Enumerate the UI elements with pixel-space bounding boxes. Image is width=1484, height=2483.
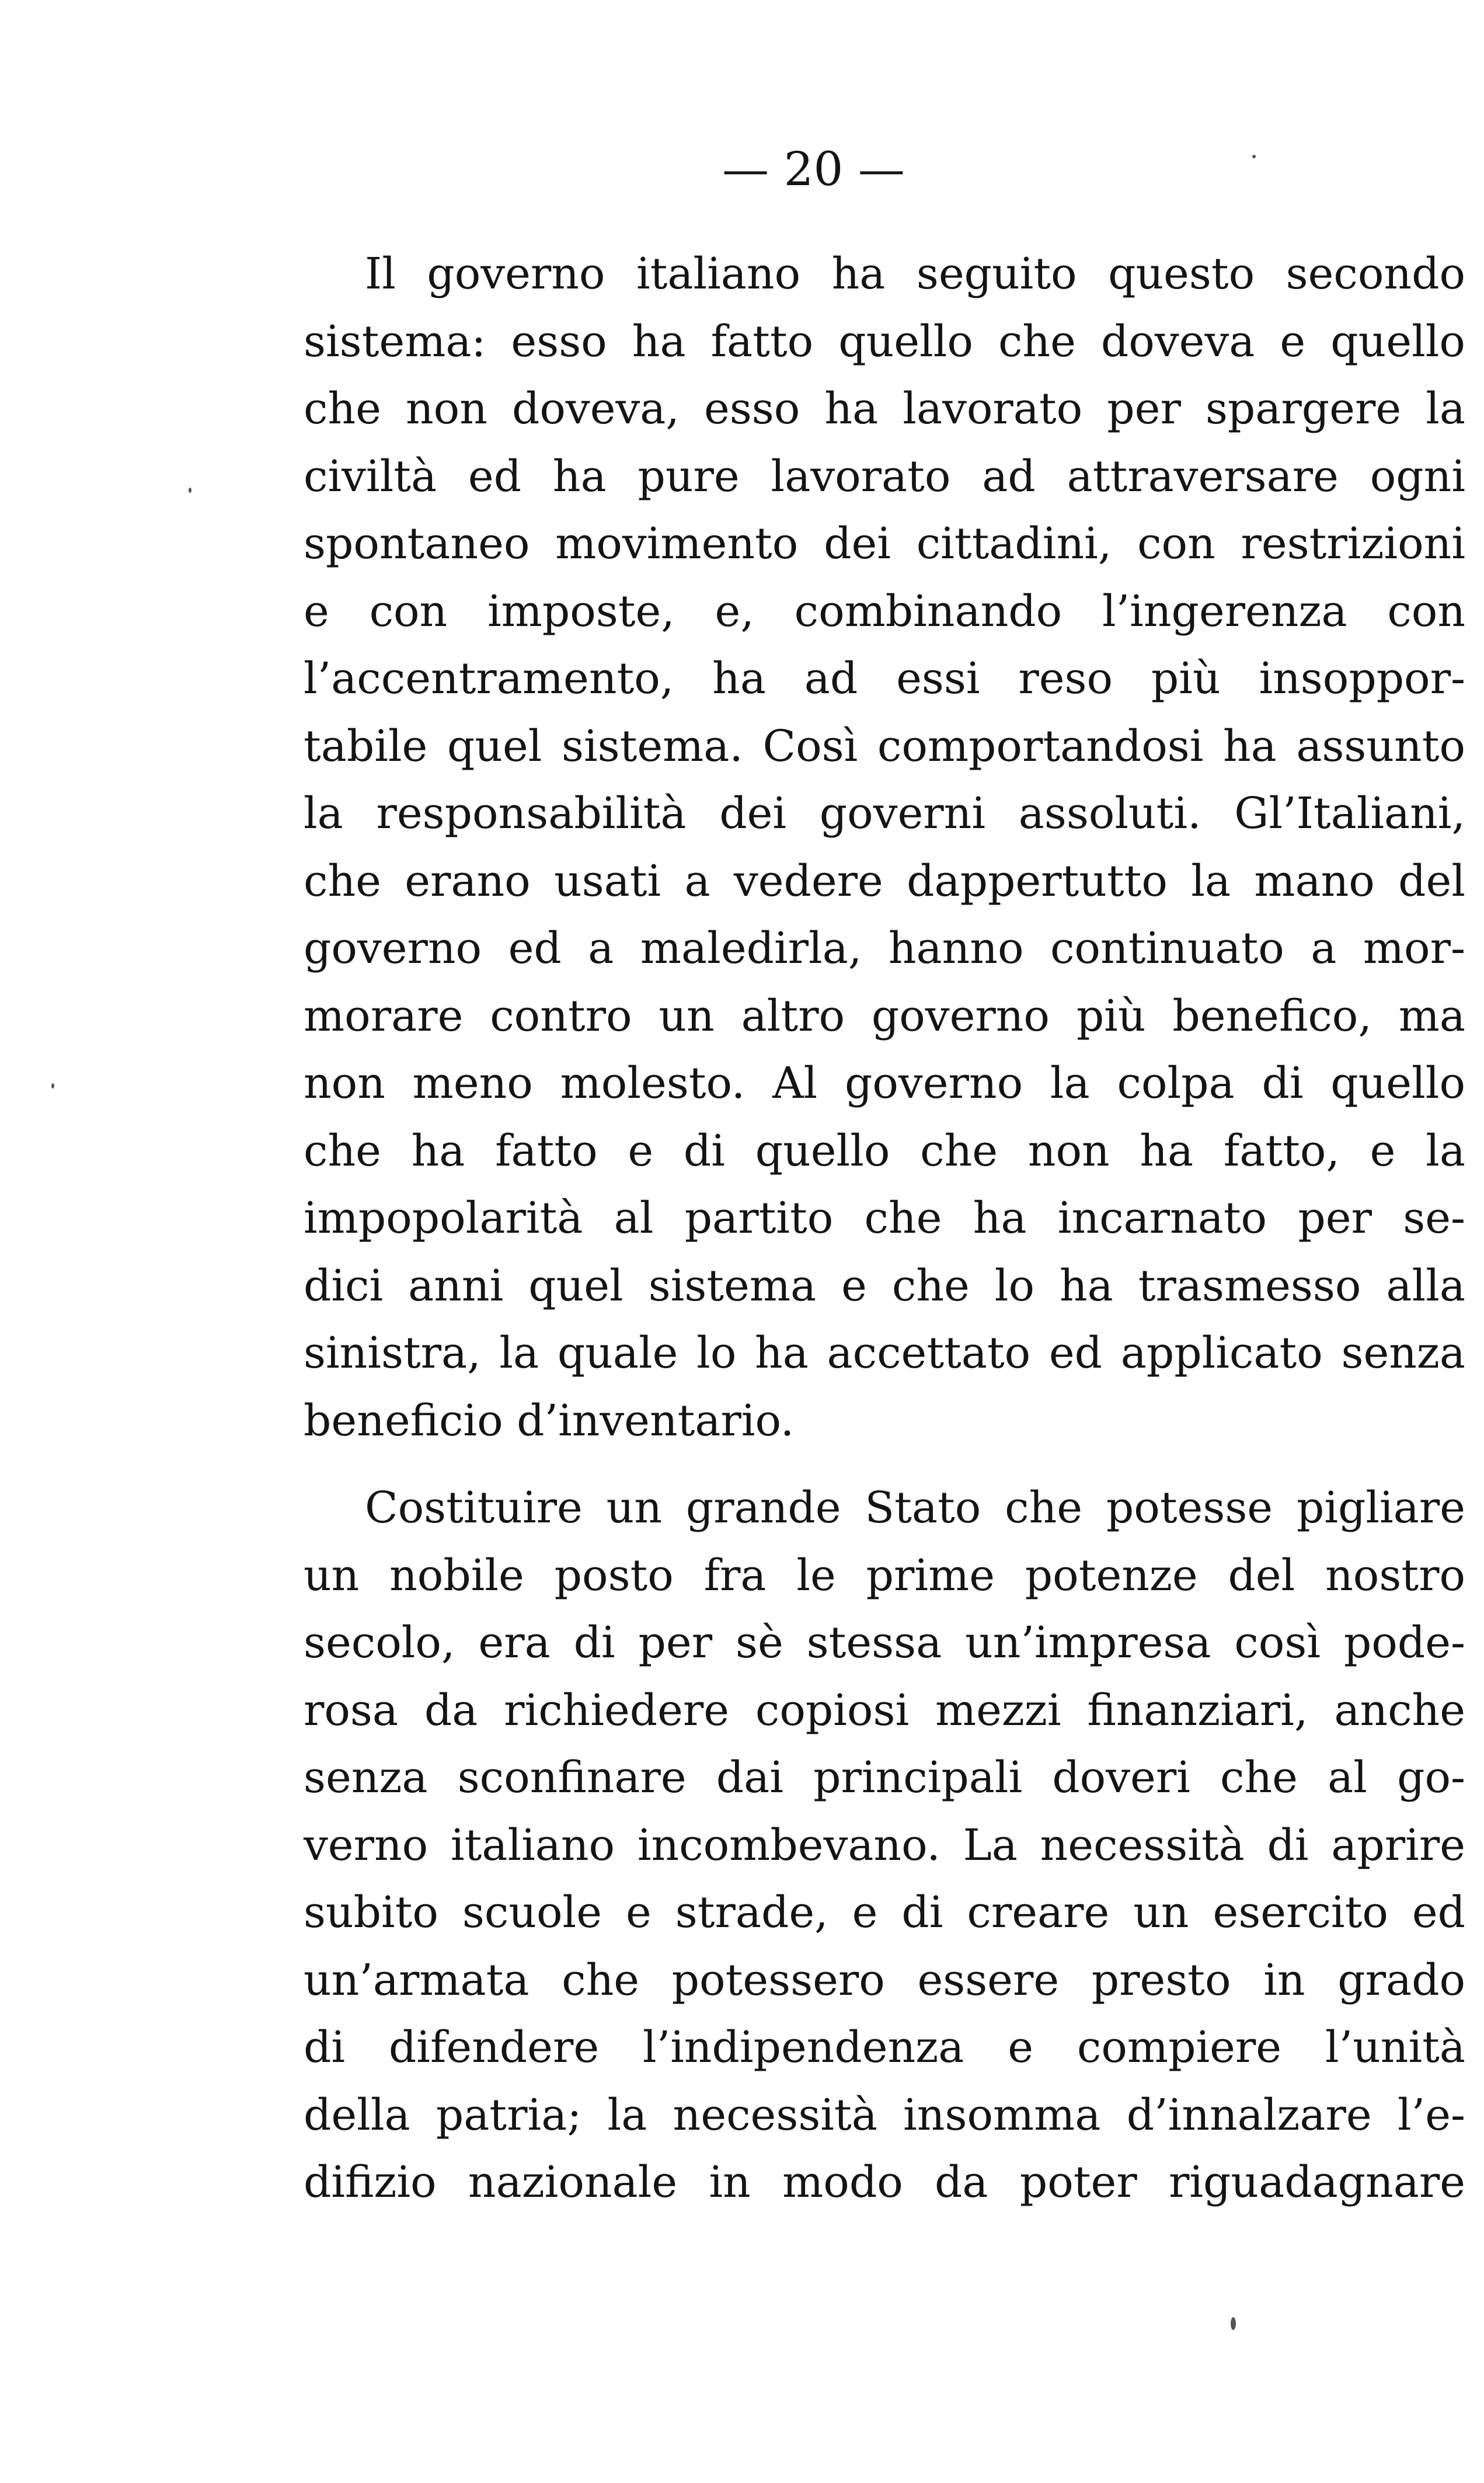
scan-speck (189, 488, 191, 493)
paragraph-line: sinistra, la quale lo ha accettato ed applicato senza (304, 1328, 1465, 1378)
paragraph-line: la responsabilità dei governi assoluti. Gl’Italiani, (304, 788, 1465, 839)
paragraph-line: l’accentramento, ha ad essi reso più insoppor- (304, 653, 1465, 704)
paragraph-line: civiltà ed ha pure lavorato ad attraversare ogni (304, 451, 1465, 502)
paragraph-2 (304, 1475, 1465, 2217)
paragraph-line: Il governo italiano ha seguito questo secondo (365, 249, 1465, 299)
paragraph-line: di difendere l’indipendenza e compiere l’unità (304, 2022, 1465, 2072)
paragraph-line: secolo, era di per sè stessa un’impresa così pode- (304, 1618, 1465, 1668)
paragraph-line: impopolarità al partito che ha incarnato per se- (304, 1193, 1465, 1243)
scan-speck (1231, 2317, 1236, 2330)
paragraph-line: sistema: esso ha fatto quello che doveva e quello (304, 316, 1465, 367)
paragraph-line: difizio nazionale in modo da poter riguadagnare (304, 2157, 1465, 2207)
scan-speck (1252, 155, 1256, 158)
paragraph-line: Costituire un grande Stato che potesse pigliare (365, 1483, 1465, 1533)
paragraph-line: che erano usati a vedere dappertutto la mano del (304, 856, 1465, 906)
paragraph-line: rosa da richiedere copiosi mezzi finanziari, anche (304, 1685, 1465, 1736)
paragraph-line: dici anni quel sistema e che lo ha trasmesso alla (304, 1260, 1465, 1311)
paragraph-line: morare contro un altro governo più benefico, ma (304, 990, 1465, 1041)
paragraph-line: verno italiano incombevano. La necessità di aprire (304, 1820, 1465, 1870)
paragraph-line: non meno molesto. Al governo la colpa di quello (304, 1058, 1465, 1108)
paragraph-line: subito scuole e strade, e di creare un esercito ed (304, 1887, 1465, 1938)
paragraph-line: un’armata che potessero essere presto in grado (304, 1955, 1465, 2005)
paragraph-line: che non doveva, esso ha lavorato per spargere la (304, 384, 1465, 434)
paragraph-line: spontaneo movimento dei cittadini, con restrizioni (304, 519, 1465, 569)
paragraph-line: governo ed a maledirla, hanno continuato a mor- (304, 923, 1465, 973)
paragraph-line: beneficio d’inventario. (304, 1395, 795, 1446)
paragraph-line: della patria; la necessità insomma d’innalzare l’e- (304, 2089, 1465, 2140)
paragraph-line: che ha fatto e di quello che non ha fatto, e la (304, 1125, 1465, 1176)
paragraph-line: e con imposte, e, combinando l’ingerenza con (304, 586, 1465, 637)
paragraph-line: tabile quel sistema. Così comportandosi ha assunto (304, 721, 1465, 771)
paragraph-line: senza sconfinare dai principali doveri che al go- (304, 1752, 1465, 1803)
paragraph-line: un nobile posto fra le prime potenze del nostro (304, 1550, 1465, 1601)
page-number: — 20 — (722, 142, 905, 196)
paragraph-1 (304, 241, 1465, 1455)
scan-speck (51, 1083, 54, 1089)
